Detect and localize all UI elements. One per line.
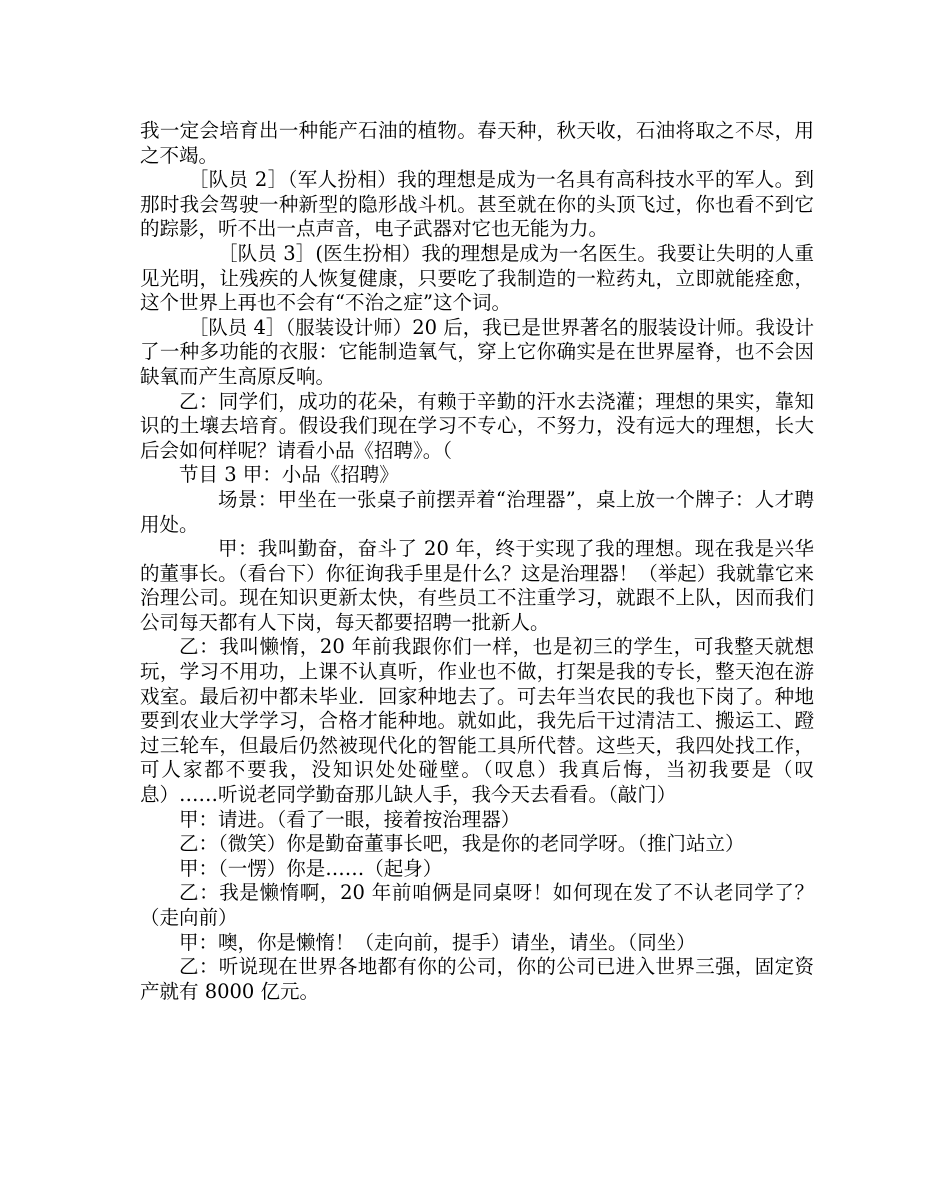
paragraph-yi-company: 乙：听说现在世界各地都有你的公司，你的公司已进入世界三强，固定资产就有 8000 亿元。 [140,955,814,1003]
paragraph-jia-speech: 甲：我叫勤奋，奋斗了 20 年，终于实现了我的理想。现在我是兴华的董事长。（看台下）你征询我手里是什么？这是治理器！（举起）我就靠它来治理公司。现在知识更新太快，有些员工不注重学习，就跟不上队，因而我们公司每天都有人下岗，每天都要招聘一批新人。 [140,537,814,634]
paragraph-program-3: 节目 3 甲：小品《招聘》 [179,463,399,487]
paragraph-member-2: ［队员 2］（军人扮相）我的理想是成为一名具有高科技水平的军人。到那时我会驾驶一种新型的隐形战斗机。甚至就在你的头顶飞过，你也看不到它的踪影，听不出一点声音，电子武器对它也无能为力。 [140,168,814,241]
paragraph-yi-desk-mate: 乙：我是懒惰啊，20 年前咱俩是同桌呀！如何现在发了不认老同学了？（走向前） [140,881,814,929]
paragraph-member-3: ［队员 3］(医生扮相）我的理想是成为一名医生。我要让失明的人重见光明，让残疾的人恢复健康，只要吃了我制造的一粒药丸，立即就能痊愈，这个世界上再也不会有“不治之症”这个词。 [140,241,814,315]
paragraph-jia-recognize: 甲：噢，你是懒惰！（走向前，提手）请坐，请坐。（同坐） [179,930,696,954]
paragraph-jia-stunned: 甲：（一愣）你是……（起身） [179,856,443,880]
paragraph-yi-speech: 乙：我叫懒惰，20 年前我跟你们一样，也是初三的学生，可我整天就想玩，学习不用功，上课不认真听，作业也不做，打架是我的专长，整天泡在游戏室。最后初中都未毕业．回家种地去了。可去年当农民的我也下岗了。种地要到农业大学学习，合格才能种地。就如此，我先后干过清洁工、搬运工、蹬过三轮车，但最后仍然被现代化的智能工具所代替。这些天，我四处找工作，可人家都不要我，没知识处处碰壁。（叹息）我真后悔，当初我要是（叹息）……听说老同学勤奋那儿缺人手，我今天去看看。（敲门） [140,635,814,807]
paragraph-scene: 场景：甲坐在一张桌子前摆弄着“治理器”，桌上放一个牌子：人才聘用处。 [140,487,814,536]
paragraph-jia-enter: 甲：请进。（看了一眼，接着按治理器） [179,807,521,831]
paragraph-member-4: ［队员 4］（服装设计师）20 后，我已是世界著名的服装设计师。我设计了一种多功能的衣服：它能制造氧气，穿上它你确实是在世界屋脊，也不会因缺氧而产生高原反响。 [140,315,814,388]
paragraph-continuation: 我一定会培育出一种能产石油的植物。春天种，秋天收，石油将取之不尽，用之不竭。 [140,119,814,167]
paragraph-yi-intro: 乙：同学们，成功的花朵，有赖于辛勤的汗水去浇灌；理想的果实，靠知识的土壤去培育。假设我们现在学习不专心，不努力，没有远大的理想，长大后会如何样呢？请看小品《招聘》。（ [140,389,814,462]
paragraph-yi-smile: 乙：（微笑）你是勤奋董事长吧，我是你的老同学呀。（推门站立） [179,832,745,856]
document-body [140,119,814,1004]
